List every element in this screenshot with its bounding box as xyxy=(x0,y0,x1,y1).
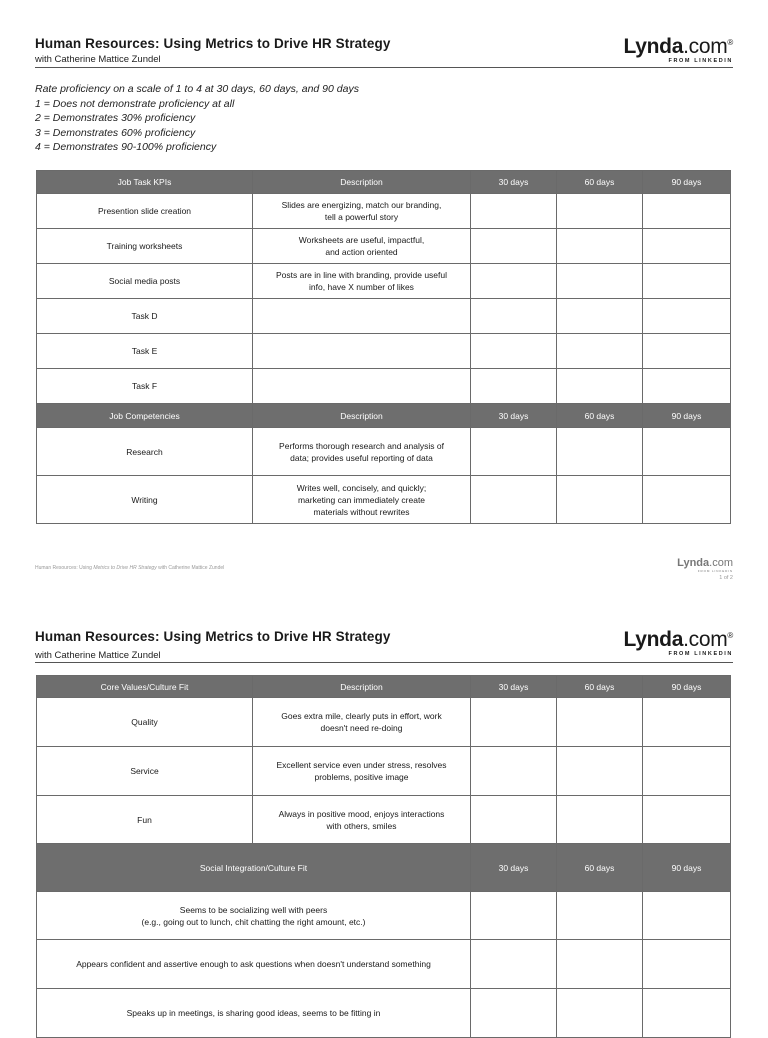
page1-title: Human Resources: Using Metrics to Drive HR Strategy xyxy=(35,36,391,51)
logo-tagline: FROM LINKEDIN xyxy=(668,58,733,64)
column-header: 60 days xyxy=(557,404,643,428)
column-header: 30 days xyxy=(471,676,557,698)
rating-cell-60-days[interactable] xyxy=(557,369,643,404)
rating-cell-90-days[interactable] xyxy=(643,369,731,404)
logo-wordmark-light: .com xyxy=(683,35,728,58)
rating-cell-30-days[interactable] xyxy=(471,476,557,524)
description-line: Goes extra mile, clearly puts in effort, work xyxy=(281,711,442,721)
page2-title: Human Resources: Using Metrics to Drive HR Strategy xyxy=(35,629,391,644)
competency-description xyxy=(253,476,471,524)
rating-cell-90-days[interactable] xyxy=(643,299,731,334)
rating-cell-60-days[interactable] xyxy=(557,299,643,334)
rating-cell-90-days[interactable] xyxy=(643,229,731,264)
core-values-header-row xyxy=(37,676,731,698)
description-line: Posts are in line with branding, provide useful xyxy=(275,270,448,280)
instruction-line: 1 = Does not demonstrate proficiency at all xyxy=(35,97,235,110)
rating-cell-60-days[interactable] xyxy=(557,892,643,940)
column-header: 60 days xyxy=(557,171,643,194)
task-name: Task F xyxy=(37,369,253,404)
description-line: (e.g., going out to lunch, chit chatting the right amount, etc.) xyxy=(141,916,366,927)
task-description xyxy=(253,299,471,334)
rating-cell-90-days[interactable] xyxy=(643,476,731,524)
rating-cell-90-days[interactable] xyxy=(643,698,731,747)
description-line: Speaks up in meetings, is sharing good ideas, seems to be fitting in xyxy=(126,1008,381,1018)
competency-header-row xyxy=(37,404,731,428)
column-header: 90 days xyxy=(643,171,731,194)
column-header: Job Task KPIs xyxy=(37,171,253,194)
rating-cell-90-days[interactable] xyxy=(643,194,731,229)
task-description xyxy=(253,369,471,404)
footer-text-italic: Metrics to Drive HR Strategy xyxy=(93,565,157,571)
page2-header-rule xyxy=(35,662,733,663)
table-row xyxy=(37,476,731,524)
table-row xyxy=(37,989,731,1038)
competency-name: Writing xyxy=(37,476,253,524)
rating-cell-30-days[interactable] xyxy=(471,989,557,1038)
column-header: Description xyxy=(253,171,471,194)
rating-cell-90-days[interactable] xyxy=(643,264,731,299)
page1-brand-logo xyxy=(624,33,733,64)
rating-cell-60-days[interactable] xyxy=(557,747,643,796)
rating-cell-90-days[interactable] xyxy=(643,428,731,476)
instruction-line: 2 = Demonstrates 30% proficiency xyxy=(35,112,196,124)
logo-wordmark-bold: Lynda xyxy=(623,35,684,58)
rating-cell-60-days[interactable] xyxy=(557,194,643,229)
table-row xyxy=(37,892,731,940)
column-header: 60 days xyxy=(557,844,643,892)
description-line: and action oriented xyxy=(325,247,398,257)
rating-cell-30-days[interactable] xyxy=(471,747,557,796)
task-name: Task D xyxy=(37,299,253,334)
logo-registered-mark: ® xyxy=(727,38,733,47)
description-line: Excellent service even under stress, resolves xyxy=(276,760,447,770)
footer-logo-tagline: FROM LINKEDIN xyxy=(697,569,733,573)
footer-logo-wordmark-bold: Lynda xyxy=(677,557,710,569)
value-name: Fun xyxy=(37,796,253,845)
value-description xyxy=(253,747,471,796)
table-row xyxy=(37,698,731,747)
table-row xyxy=(37,747,731,796)
rating-cell-30-days[interactable] xyxy=(471,428,557,476)
value-description xyxy=(253,796,471,845)
description-line: Appears confident and assertive enough to ask questions when doesn't understand something xyxy=(76,959,431,969)
footer-text-part: with Catherine Mattice Zundel xyxy=(156,565,225,571)
rating-cell-30-days[interactable] xyxy=(471,892,557,940)
value-description xyxy=(253,698,471,747)
core-values-table xyxy=(36,675,731,845)
description-line: info, have X number of likes xyxy=(309,282,414,292)
description-line: Performs thorough research and analysis of xyxy=(279,440,444,451)
column-header: Core Values/Culture Fit xyxy=(37,676,253,698)
column-header: 60 days xyxy=(557,676,643,698)
table-row xyxy=(37,334,731,369)
table-row xyxy=(37,264,731,299)
description-line: Slides are energizing, match our branding, xyxy=(281,200,442,210)
description-line: data; provides useful reporting of data xyxy=(290,452,433,463)
rating-cell-60-days[interactable] xyxy=(557,229,643,264)
rating-cell-30-days[interactable] xyxy=(471,299,557,334)
rating-cell-60-days[interactable] xyxy=(557,476,643,524)
table-row xyxy=(37,369,731,404)
rating-cell-90-days[interactable] xyxy=(643,940,731,989)
rating-cell-60-days[interactable] xyxy=(557,698,643,747)
competency-name: Research xyxy=(37,428,253,476)
description-line: marketing can immediately create xyxy=(297,494,426,505)
task-description xyxy=(253,229,471,264)
rating-cell-60-days[interactable] xyxy=(557,989,643,1038)
rating-cell-30-days[interactable] xyxy=(471,334,557,369)
social-description xyxy=(37,892,471,940)
column-header: Description xyxy=(253,404,471,428)
page-number: 1 of 2 xyxy=(719,575,733,581)
rating-cell-90-days[interactable] xyxy=(643,334,731,369)
footer-text-part: Human Resources: Using xyxy=(35,565,94,571)
description-line: problems, positive image xyxy=(314,772,409,782)
kpi-header-row xyxy=(37,171,731,194)
footer-logo-wordmark-light: .com xyxy=(709,557,733,569)
column-header: 30 days xyxy=(471,171,557,194)
value-name: Service xyxy=(37,747,253,796)
column-header: Description xyxy=(253,676,471,698)
rating-cell-90-days[interactable] xyxy=(643,796,731,845)
task-description xyxy=(253,264,471,299)
description-line: Writes well, concisely, and quickly; xyxy=(296,482,427,493)
rating-cell-30-days[interactable] xyxy=(471,264,557,299)
task-name: Training worksheets xyxy=(37,229,253,264)
task-name: Task E xyxy=(37,334,253,369)
task-name: Social media posts xyxy=(37,264,253,299)
instruction-line: Rate proficiency on a scale of 1 to 4 at 30 days, 60 days, and 90 days xyxy=(35,83,359,95)
page1-header-rule xyxy=(35,67,733,68)
rating-cell-60-days[interactable] xyxy=(557,940,643,989)
page1-footer-logo xyxy=(677,558,733,581)
competency-description xyxy=(253,428,471,476)
social-integration-table xyxy=(36,843,731,1038)
logo-wordmark-light: .com xyxy=(683,628,728,651)
logo-tagline: FROM LINKEDIN xyxy=(668,651,733,657)
column-header: Job Competencies xyxy=(37,404,253,428)
social-description xyxy=(37,940,471,989)
column-header: 30 days xyxy=(471,844,557,892)
rating-cell-30-days[interactable] xyxy=(471,194,557,229)
rating-cell-90-days[interactable] xyxy=(643,892,731,940)
instruction-line: 3 = Demonstrates 60% proficiency xyxy=(35,126,196,139)
description-line: with others, smiles xyxy=(326,821,397,831)
column-header: Social Integration/Culture Fit xyxy=(37,844,471,892)
column-header: 90 days xyxy=(643,404,731,428)
rating-cell-60-days[interactable] xyxy=(557,264,643,299)
table-row xyxy=(37,194,731,229)
task-description xyxy=(253,194,471,229)
table-row xyxy=(37,229,731,264)
rating-cell-30-days[interactable] xyxy=(471,940,557,989)
description-line: tell a powerful story xyxy=(324,212,399,222)
rating-cell-30-days[interactable] xyxy=(471,698,557,747)
table-row xyxy=(37,796,731,845)
column-header: 90 days xyxy=(643,676,731,698)
description-line: materials without rewrites xyxy=(313,506,410,517)
rating-cell-90-days[interactable] xyxy=(643,747,731,796)
column-header: 90 days xyxy=(643,844,731,892)
rating-instructions xyxy=(35,82,359,155)
social-description xyxy=(37,989,471,1038)
rating-cell-30-days[interactable] xyxy=(471,229,557,264)
description-line: doesn't need re-doing xyxy=(320,723,403,733)
table-row xyxy=(37,299,731,334)
social-header-row xyxy=(37,844,731,892)
rating-cell-90-days[interactable] xyxy=(643,989,731,1038)
logo-wordmark-bold: Lynda xyxy=(623,628,684,651)
table-row xyxy=(37,940,731,989)
column-header: 30 days xyxy=(471,404,557,428)
description-line: Worksheets are useful, impactful, xyxy=(298,235,425,245)
description-line: Seems to be socializing well with peers xyxy=(179,904,328,915)
task-description xyxy=(253,334,471,369)
description-line: Always in positive mood, enjoys interactions xyxy=(278,809,445,819)
rating-cell-30-days[interactable] xyxy=(471,369,557,404)
table-row xyxy=(37,428,731,476)
instruction-line: 4 = Demonstrates 90-100% proficiency xyxy=(35,141,217,153)
value-name: Quality xyxy=(37,698,253,747)
rating-cell-60-days[interactable] xyxy=(557,428,643,476)
page2-subtitle: with Catherine Mattice Zundel xyxy=(35,650,161,661)
task-name: Presention slide creation xyxy=(37,194,253,229)
rating-cell-60-days[interactable] xyxy=(557,796,643,845)
page1-subtitle: with Catherine Mattice Zundel xyxy=(35,54,161,65)
rating-cell-60-days[interactable] xyxy=(557,334,643,369)
logo-registered-mark: ® xyxy=(727,631,733,640)
page1-footer-course xyxy=(35,565,224,571)
kpi-competency-table xyxy=(36,170,731,524)
rating-cell-30-days[interactable] xyxy=(471,796,557,845)
page2-brand-logo xyxy=(624,626,733,657)
